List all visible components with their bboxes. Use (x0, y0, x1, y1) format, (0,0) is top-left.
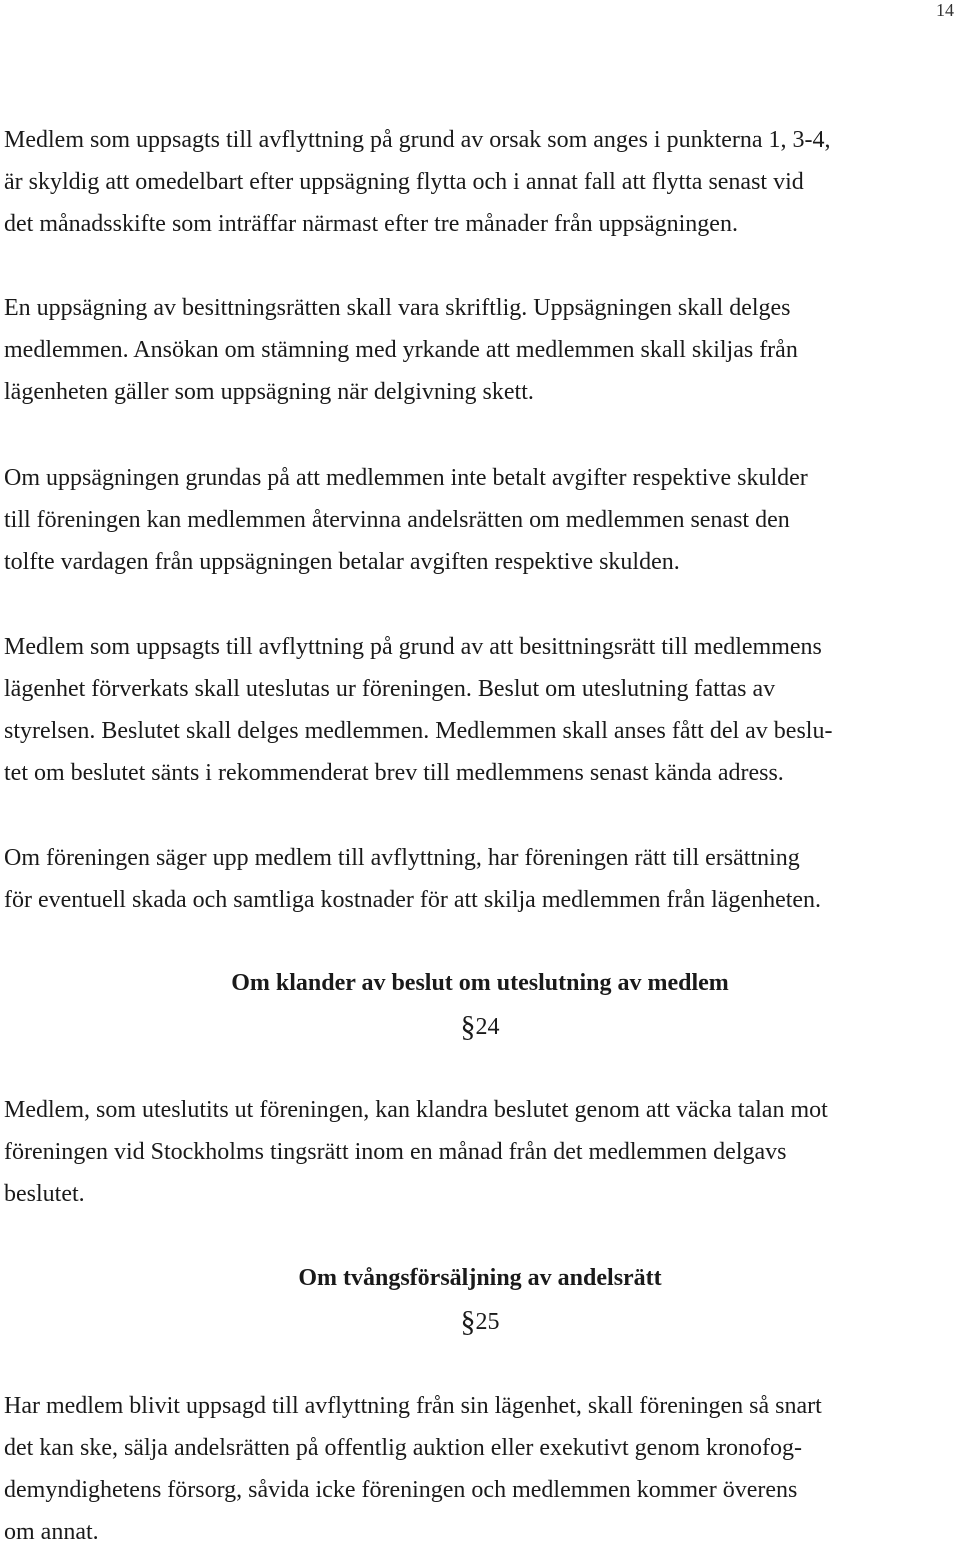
paragraph-1 (4, 119, 831, 245)
text-line: styrelsen. Beslutet skall delges medlemmen. Medlemmen skall anses fått del av beslu- (4, 718, 833, 744)
section-number: 25 (475, 1309, 500, 1335)
text-line: Medlem, som uteslutits ut föreningen, kan klandra beslutet genom att väcka talan mot (4, 1097, 828, 1123)
section-sign-icon: § (460, 1010, 476, 1043)
text-line: Har medlem blivit uppsagd till avflyttning från sin lägenhet, skall föreningen så snart (4, 1393, 822, 1419)
text-line: om annat. (4, 1519, 99, 1545)
paragraph-4 (4, 626, 832, 794)
text-line: till föreningen kan medlemmen återvinna andelsrätten om medlemmen senast den (4, 507, 790, 533)
section-heading-24: Om klander av beslut om uteslutning av medlem (231, 970, 729, 996)
text-line: för eventuell skada och samtliga kostnader för att skilja medlemmen från lägenheten. (4, 887, 822, 913)
text-line: föreningen vid Stockholms tingsrätt inom en månad från det medlemmen delgavs (4, 1139, 787, 1165)
page-number: 14 (936, 0, 954, 20)
text-line: beslutet. (4, 1181, 85, 1207)
paragraph-3 (4, 457, 808, 583)
text-line: tet om beslutet sänts i rekommenderat brev till medlemmens senast kända adress. (4, 760, 784, 786)
text-line: Medlem som uppsagts till avflyttning på grund av att besittningsrätt till medlemmens (4, 634, 822, 660)
section-number-25 (0, 1306, 960, 1338)
paragraph-2 (4, 287, 798, 413)
section-number-24 (0, 1011, 960, 1043)
text-line: Medlem som uppsagts till avflyttning på grund av orsak som anges i punkterna 1, 3-4, (4, 127, 831, 153)
paragraph-6 (4, 1089, 828, 1215)
text-line: det kan ske, sälja andelsrätten på offentlig auktion eller exekutivt genom kronofog- (4, 1435, 802, 1461)
paragraph-7 (4, 1385, 822, 1553)
section-number: 24 (475, 1014, 500, 1040)
text-line: Om föreningen säger upp medlem till avflyttning, har föreningen rätt till ersättning (4, 845, 800, 871)
text-line: tolfte vardagen från uppsägningen betalar avgiften respektive skulden. (4, 549, 680, 575)
text-line: demyndighetens försorg, såvida icke föreningen och medlemmen kommer överens (4, 1477, 798, 1503)
text-line: lägenhet förverkats skall uteslutas ur föreningen. Beslut om uteslutning fattas av (4, 676, 776, 702)
text-line: är skyldig att omedelbart efter uppsägning flytta och i annat fall att flytta senast vid (4, 169, 804, 195)
paragraph-5 (4, 837, 821, 921)
text-line: medlemmen. Ansökan om stämning med yrkande att medlemmen skall skiljas från (4, 337, 798, 363)
text-line: lägenheten gäller som uppsägning när delgivning skett. (4, 379, 534, 405)
text-line: En uppsägning av besittningsrätten skall vara skriftlig. Uppsägningen skall delges (4, 295, 791, 321)
text-line: det månadsskifte som inträffar närmast efter tre månader från uppsägningen. (4, 211, 738, 237)
text-line: Om uppsägningen grundas på att medlemmen inte betalt avgifter respektive skulder (4, 465, 808, 491)
section-sign-icon: § (460, 1305, 476, 1338)
section-heading-25: Om tvångsförsäljning av andelsrätt (298, 1265, 662, 1291)
